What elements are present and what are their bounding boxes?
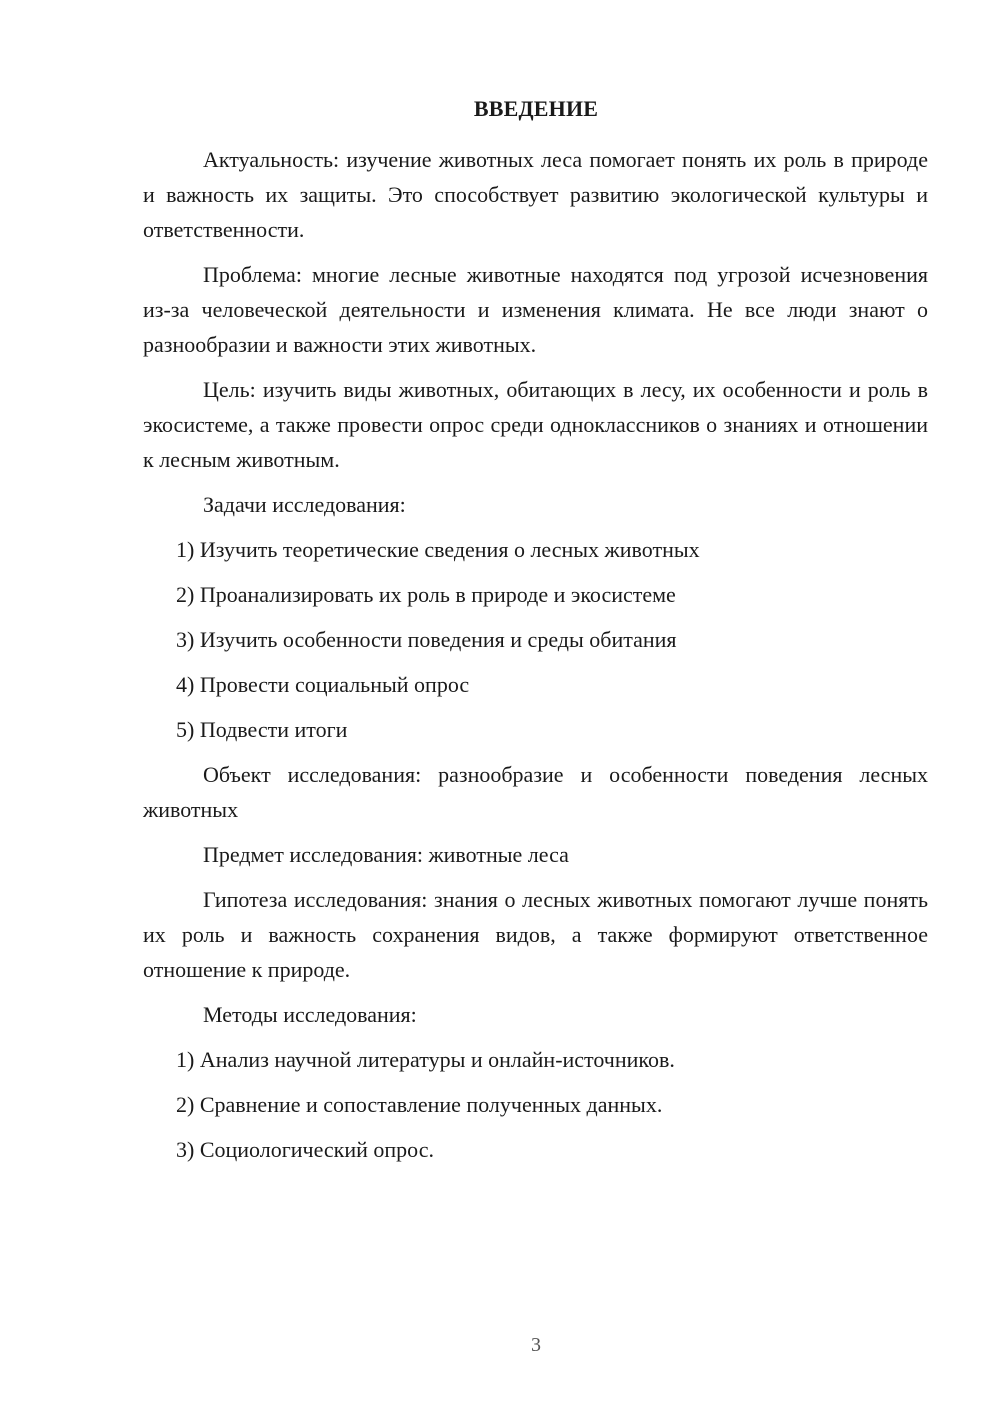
method-item: 1) Анализ научной литературы и онлайн-источников. [176, 1047, 675, 1072]
object-paragraph: Объект исследования: разнообразие и особенности поведения лесных животных [143, 762, 928, 822]
task-item: 3) Изучить особенности поведения и среды обитания [176, 627, 677, 652]
hypothesis-paragraph: Гипотеза исследования: знания о лесных животных помогают лучше понять их роль и важность сохранения видов, а также формируют ответственное отношение к природе. [143, 887, 928, 982]
task-item: 5) Подвести итоги [176, 717, 348, 742]
subject-paragraph: Предмет исследования: животные леса [203, 842, 569, 867]
task-item: 1) Изучить теоретические сведения о лесных животных [176, 537, 700, 562]
method-item: 3) Социологический опрос. [176, 1137, 434, 1162]
page-number: 3 [531, 1334, 541, 1356]
relevance-paragraph: Актуальность: изучение животных леса помогает понять их роль в природе и важность их защиты. Это способствует развитию экологической культуры и ответственности. [143, 147, 928, 242]
problem-paragraph: Проблема: многие лесные животные находятся под угрозой исчезновения из-за человеческой деятельности и изменения климата. Не все люди знают о разнообразии и важности этих животных. [143, 262, 928, 357]
task-item: 2) Проанализировать их роль в природе и экосистеме [176, 582, 676, 607]
task-item: 4) Провести социальный опрос [176, 672, 470, 697]
section-title: ВВЕДЕНИЕ [473, 96, 599, 121]
methods-heading: Методы исследования: [203, 1002, 417, 1027]
method-item: 2) Сравнение и сопоставление полученных данных. [176, 1092, 663, 1117]
goal-paragraph: Цель: изучить виды животных, обитающих в лесу, их особенности и роль в экосистеме, а также провести опрос среди одноклассников о знаниях и отношении к лесным животным. [143, 377, 928, 472]
document-body [143, 142, 928, 1177]
methods-list [143, 1042, 928, 1167]
tasks-heading: Задачи исследования: [203, 492, 406, 517]
tasks-list [143, 532, 928, 747]
